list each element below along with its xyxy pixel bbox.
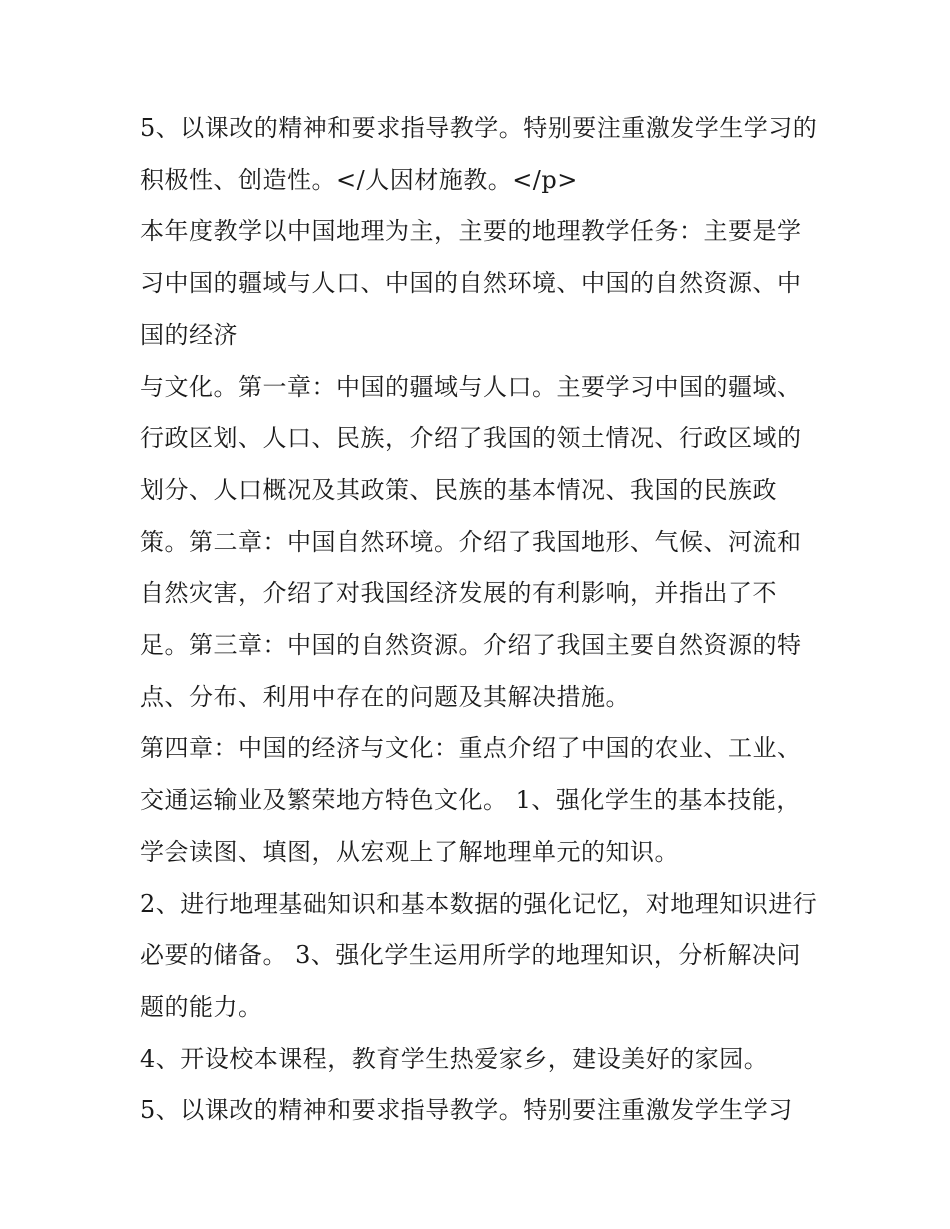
paragraph: 5、以课改的精神和要求指导教学。特别要注重激发学生学习的积极性、创造性。</人因材施教。</p>	[140, 114, 818, 194]
paragraph: 本年度教学以中国地理为主，主要的地理教学任务：主要是学习中国的疆域与人口、中国的自然环境、中国的自然资源、中国的经济	[140, 217, 802, 349]
paragraph: 与文化。第一章：中国的疆域与人口。主要学习中国的疆域、行政区划、人口、民族，介绍了我国的领土情况、行政区域的划分、人口概况及其政策、民族的基本情况、我国的民族政策。第二章：中国自然环境。介绍了我国地形、气候、河流和自然灾害，介绍了对我国经济发展的有利影响，并指出了不足。第三章：中国的自然资源。介绍了我国主要自然资源的特点、分布、利用中存在的问题及其解决措施。	[140, 372, 802, 711]
paragraph: 5、以课改的精神和要求指导教学。特别要注重激发学生学习	[140, 1096, 793, 1125]
document-body	[140, 103, 820, 1137]
paragraph: 2、进行地理基础知识和基本数据的强化记忆，对地理知识进行必要的储备。 3、强化学生运用所学的地理知识，分析解决问题的能力。	[140, 889, 818, 1021]
paragraph: 第四章：中国的经济与文化：重点介绍了中国的农业、工业、交通运输业及繁荣地方特色文化。 1、强化学生的基本技能，学会读图、填图，从宏观上了解地理单元的知识。	[140, 734, 802, 866]
paragraph: 4、开设校本课程，教育学生热爱家乡，建设美好的家园。	[140, 1044, 769, 1073]
